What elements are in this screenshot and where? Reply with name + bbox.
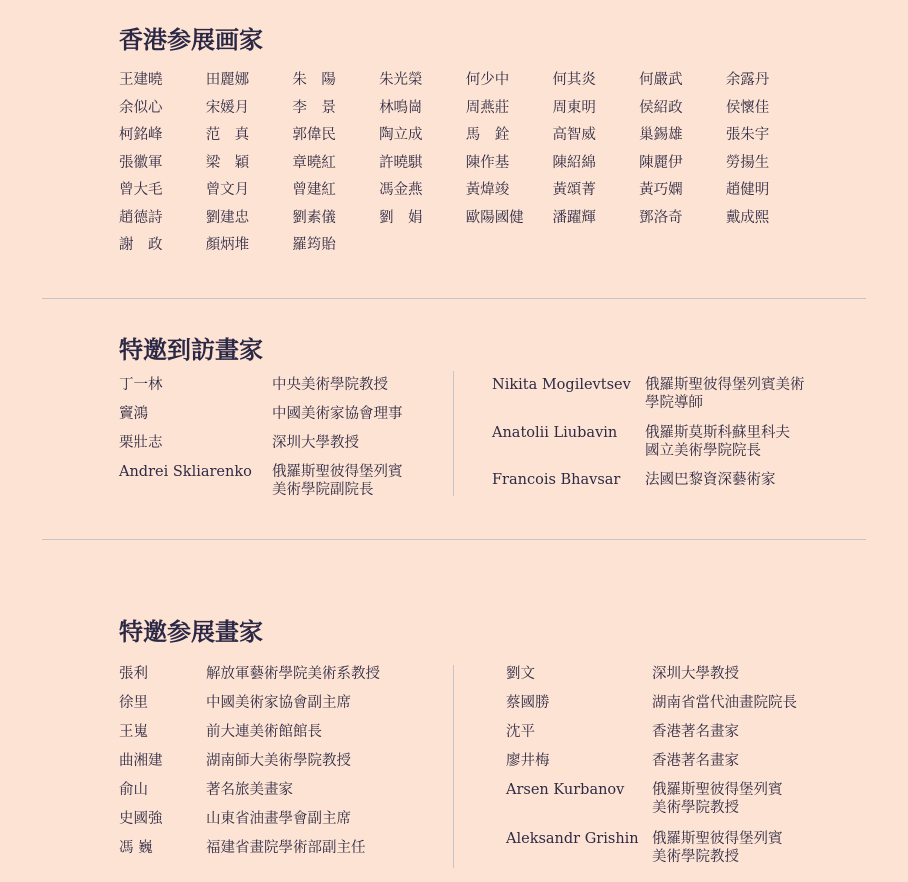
artist-name: 章曉紅: [292, 154, 336, 171]
section-title-invited-artists: 特邀参展畫家: [119, 617, 263, 646]
hk-artists-grid: [119, 67, 813, 260]
artist-name: 王嵬: [119, 724, 148, 740]
artist-name: 羅筠貽: [292, 237, 336, 253]
artist-name: 劉素儀: [292, 209, 336, 226]
artist-name: 曾文月: [205, 182, 250, 198]
artist-name: 潘躍輝: [552, 209, 596, 226]
artist-description: 俄羅斯聖彼得堡列賓 美術學院副院長: [272, 464, 403, 498]
artist-name: 何少中: [465, 72, 510, 88]
artist-name: 陳作基: [465, 154, 510, 171]
artist-name: 田麗娜: [205, 72, 250, 88]
artist-name: 許曉騏: [379, 154, 423, 171]
artist-name: 劉建忠: [205, 209, 250, 226]
artist-name: 陳麗伊: [639, 154, 683, 171]
artist-description: 深圳大學教授: [272, 435, 359, 451]
section-title-hk-artists: 香港参展画家: [119, 25, 263, 54]
artist-description: 著名旅美畫家: [206, 782, 293, 798]
artist-name: 林鳴崗: [379, 99, 423, 116]
artist-name: 史國強: [119, 811, 163, 827]
artist-name: 曾大毛: [119, 182, 163, 198]
artist-name: 朱 陽: [292, 72, 336, 88]
artist-name: 范 真: [205, 127, 250, 143]
artist-name: 趙健明: [725, 182, 770, 198]
artist-name: 栗壯志: [119, 435, 163, 451]
section-title-visiting-artists: 特邀到訪畫家: [119, 335, 263, 364]
artist-name: 曾建紅: [292, 182, 336, 198]
artist-name: 何嚴武: [639, 72, 683, 88]
artist-name: 宋媛月: [205, 99, 250, 116]
section-divider: [42, 539, 866, 540]
artist-name: 陶立成: [379, 127, 423, 143]
artist-name: 陳紹綿: [552, 154, 596, 171]
artist-description: 解放軍藝術學院美術系教授: [206, 666, 380, 682]
artist-name: 王建曉: [119, 72, 163, 88]
artist-name: 顏炳堆: [205, 237, 250, 253]
artist-name: 戴成熙: [725, 209, 770, 226]
artist-name: 徐里: [119, 695, 148, 711]
artist-name: Francois Bhavsar: [492, 472, 621, 488]
column-divider: [453, 371, 454, 496]
artist-description: 中央美術學院教授: [272, 377, 388, 393]
artist-name: Aleksandr Grishin: [506, 831, 639, 847]
artist-description: 法國巴黎資深藝術家: [645, 472, 776, 488]
artist-name: 廖井梅: [506, 753, 550, 769]
artist-description: 前大連美術館館長: [206, 724, 322, 740]
artist-name: 侯懷佳: [725, 99, 770, 116]
artist-name: 丁一林: [119, 377, 163, 393]
artist-name: 沈平: [506, 724, 535, 740]
artist-name: 張徽軍: [119, 154, 163, 171]
artist-name: 馮金燕: [379, 182, 423, 198]
artist-name: 周燕莊: [465, 99, 510, 116]
artist-name: 郭偉民: [292, 127, 336, 143]
artist-description: 中國美術家協會理事: [272, 406, 403, 422]
artist-name: Nikita Mogilevtsev: [492, 377, 631, 393]
artist-description: 湖南師大美術學院教授: [206, 753, 351, 769]
artist-description: 俄羅斯聖彼得堡列賓 美術學院教授: [652, 831, 783, 865]
artist-description: 深圳大學教授: [652, 666, 739, 682]
section-divider: [42, 298, 866, 299]
artist-name: 黃頌菁: [552, 182, 596, 198]
artist-name: 謝 政: [119, 237, 163, 253]
artist-name: 竇鴻: [119, 406, 148, 422]
artist-description: 俄羅斯聖彼得堡列賓美術 學院導師: [645, 377, 805, 411]
artist-name: 李 景: [292, 99, 336, 116]
artist-name: 黃煒竣: [465, 182, 510, 198]
artist-description: 香港著名畫家: [652, 724, 739, 740]
artist-description: 湖南省當代油畫院院長: [652, 695, 797, 711]
artist-name: Arsen Kurbanov: [506, 782, 625, 798]
artist-name: 蔡國勝: [506, 695, 550, 711]
artist-name: 何其炎: [552, 72, 596, 88]
artist-name: 鄧洛奇: [639, 209, 683, 226]
artist-name: 侯紹政: [639, 99, 683, 116]
artist-name: 趙德詩: [119, 209, 163, 226]
artist-description: 俄羅斯聖彼得堡列賓 美術學院教授: [652, 782, 783, 816]
artist-description: 福建省畫院學術部副主任: [206, 840, 366, 856]
artist-name: 黃巧嫻: [639, 182, 683, 198]
artist-description: 俄羅斯莫斯科蘇里科夫 國立美術學院院長: [645, 425, 790, 459]
artist-name: 巢錫雄: [639, 127, 683, 143]
artist-name: 余似心: [119, 99, 163, 116]
artist-name: 朱光榮: [379, 72, 423, 88]
artist-name: Anatolii Liubavin: [492, 425, 618, 441]
artist-name: 余露丹: [725, 72, 770, 88]
artist-name: 俞山: [119, 782, 148, 798]
artist-name: 勞揚生: [725, 154, 770, 171]
artist-name: 劉文: [506, 666, 535, 682]
artist-name: 柯銘峰: [119, 127, 163, 143]
artist-name: Andrei Skliarenko: [119, 464, 252, 480]
artist-description: 山東省油畫學會副主席: [206, 811, 351, 827]
artist-description: 香港著名畫家: [652, 753, 739, 769]
artist-name: 歐陽國健: [465, 209, 524, 226]
artist-name: 周東明: [552, 99, 596, 116]
column-divider: [453, 665, 454, 868]
artist-name: 馬 銓: [465, 127, 510, 143]
artist-name: 張朱宇: [725, 127, 770, 143]
artist-name: 馮 巍: [119, 840, 153, 856]
artist-name: 張利: [119, 666, 148, 682]
artist-name: 劉 娟: [379, 209, 423, 226]
artist-name: 曲湘建: [119, 753, 163, 769]
artist-name: 高智威: [552, 127, 596, 143]
artist-description: 中國美術家協會副主席: [206, 695, 351, 711]
artist-name: 梁 穎: [205, 154, 250, 171]
